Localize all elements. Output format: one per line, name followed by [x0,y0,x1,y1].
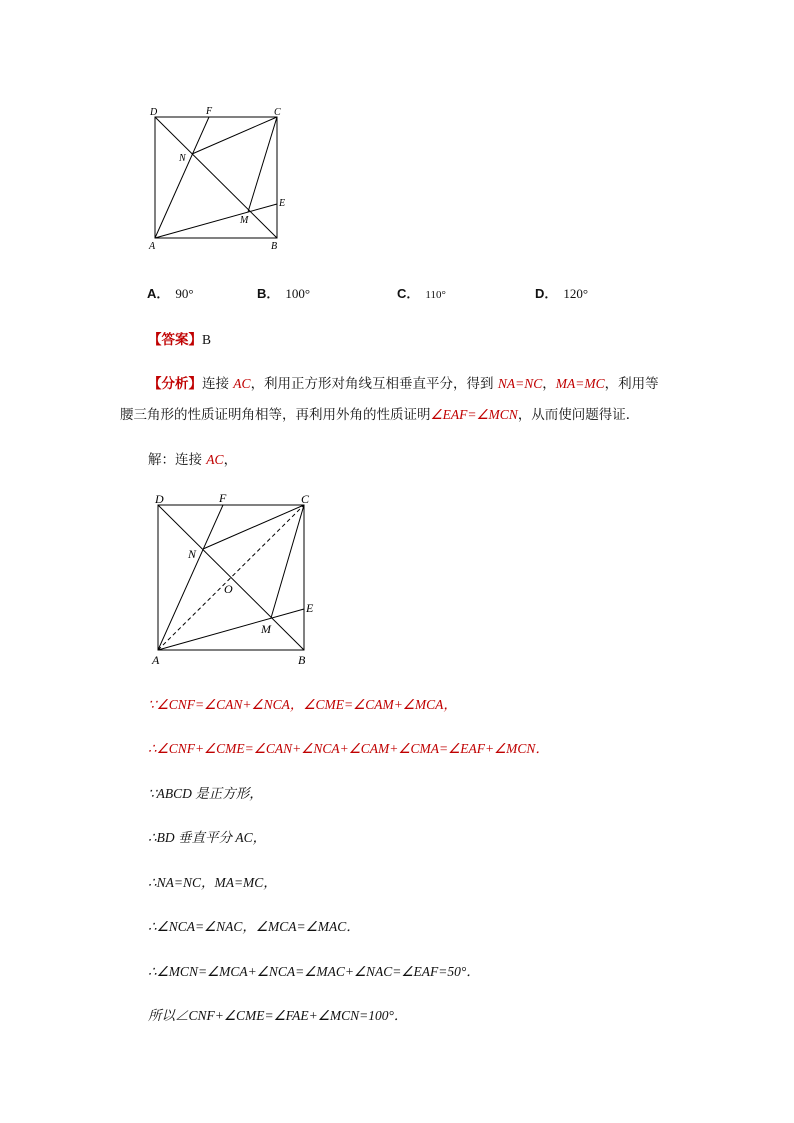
analysis-line-1: 【分析】连接 AC，利用正方形对角线互相垂直平分，得到 NA=NC，MA=MC，利用等 [148,376,659,392]
label-e: E [279,198,286,209]
label-n: N [179,153,186,164]
step-6: ∴∠NCA=∠NAC，∠MCA=∠MAC． [148,919,360,934]
label-c-2: C [301,492,310,506]
step-8: 所以∠CNF+∠CME=∠FAE+∠MCN=100°． [148,1008,408,1023]
analysis-line-2: 腰三角形的性质证明角相等，再利用外角的性质证明∠EAF=∠MCN，从而使问题得证． [120,407,640,423]
label-c: C [274,107,281,118]
label-m: M [240,215,249,226]
label-f-2: F [219,491,227,505]
label-f: F [206,106,213,117]
step-4: ∴BD 垂直平分 AC， [148,830,267,845]
figure-square-2 [145,485,325,670]
label-o-2: O [224,582,233,596]
segment-ae-2 [158,609,304,650]
option-b: B． 100° [257,286,311,301]
label-d-2: D [155,492,164,506]
label-m-2: M [261,622,271,636]
segment-nc [192,117,277,154]
option-a: A． 90° [147,286,194,301]
label-a-2: A [152,653,160,667]
step-5: ∴NA=NC，MA=MC， [148,875,277,890]
label-d: D [150,107,158,118]
step-3: ∵ABCD 是正方形， [148,786,263,801]
label-b-2: B [298,653,306,667]
step-2: ∴∠CNF+∠CME=∠CAN+∠NCA+∠CAM+∠CMA=∠EAF+∠MCN． [148,741,549,756]
solution-intro: 解：连接 AC， [148,452,238,468]
step-7: ∴∠MCN=∠MCA+∠NCA=∠MAC+∠NAC=∠EAF=50°． [148,964,480,979]
segment-mc [248,117,277,212]
option-c: C． 110° [397,286,446,301]
answer-line: 【答案】B [148,332,212,348]
option-d: D． 120° [535,286,589,301]
label-n-2: N [188,547,197,561]
segment-af [155,117,209,238]
segment-nc-2 [203,505,304,549]
figure-square-1 [140,100,300,255]
label-b: B [271,241,278,252]
segment-af-2 [158,505,223,650]
label-a: A [149,241,156,252]
step-1: ∵∠CNF=∠CAN+∠NCA，∠CME=∠CAM+∠MCA， [148,697,457,712]
segment-ae [155,204,277,238]
label-e-2: E [306,601,314,615]
